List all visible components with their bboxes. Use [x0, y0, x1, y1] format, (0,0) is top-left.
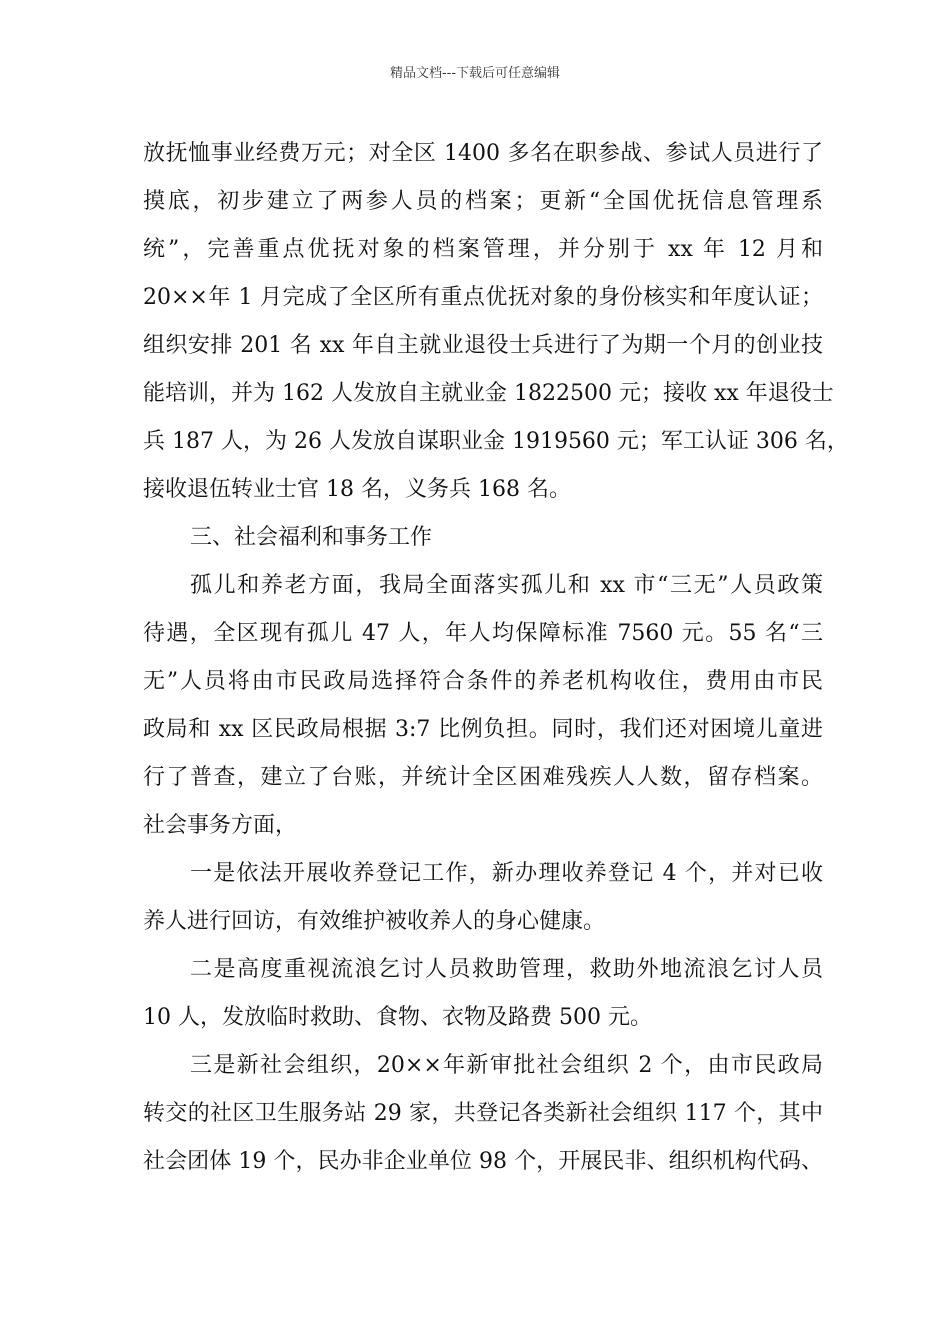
text-line: 接收退伍转业士官 18 名，义务兵 168 名。: [143, 477, 571, 502]
text-line: 社会团体 19 个，民办非企业单位 98 个，开展民非、组织机构代码、: [143, 1149, 823, 1174]
text-line: 二是高度重视流浪乞讨人员救助管理，救助外地流浪乞讨人员: [190, 957, 823, 982]
text-line: 组织安排 201 名 xx 年自主就业退役士兵进行了为期一个月的创业技: [143, 333, 823, 358]
text-line: 摸底，初步建立了两参人员的档案；更新“全国优抚信息管理系: [143, 189, 823, 214]
text-line: 转交的社区卫生服务站 29 家，共登记各类新社会组织 117 个，其中: [143, 1101, 823, 1126]
text-line: 待遇，全区现有孤儿 47 人，年人均保障标准 7560 元。55 名“三: [143, 621, 823, 646]
text-line: 20××年 1 月完成了全区所有重点优抚对象的身份核实和年度认证；: [143, 285, 823, 310]
text-line: 三是新社会组织，20××年新审批社会组织 2 个，由市民政局: [190, 1053, 823, 1078]
text-line: 养人进行回访，有效维护被收养人的身心健康。: [143, 909, 606, 934]
text-line: 政局和 xx 区民政局根据 3:7 比例负担。同时，我们还对困境儿童进: [143, 717, 823, 742]
text-line: 无”人员将由市民政局选择符合条件的养老机构收住，费用由市民: [143, 669, 823, 694]
text-line: 孤儿和养老方面，我局全面落实孤儿和 xx 市“三无”人员政策: [190, 573, 823, 598]
section-heading: 三、社会福利和事务工作: [190, 525, 433, 550]
page-header: 精品文档---下载后可任意编辑: [389, 66, 561, 81]
text-line: 统”，完善重点优抚对象的档案管理，并分别于 xx 年 12 月和: [143, 237, 823, 262]
text-line: 兵 187 人，为 26 人发放自谋职业金 1919560 元；军工认证 306 名，: [143, 429, 849, 454]
text-line: 能培训，并为 162 人发放自主就业金 1822500 元；接收 xx 年退役士: [143, 381, 834, 406]
document-body: [143, 130, 849, 1186]
text-line: 一是依法开展收养登记工作，新办理收养登记 4 个，并对已收: [190, 861, 823, 886]
text-line: 放抚恤事业经费万元；对全区 1400 多名在职参战、参试人员进行了: [143, 141, 823, 166]
text-line: 社会事务方面，: [143, 813, 298, 838]
text-line: 10 人，发放临时救助、食物、衣物及路费 500 元。: [143, 1005, 652, 1030]
text-line: 行了普查，建立了台账，并统计全区困难残疾人人数，留存档案。: [143, 765, 823, 790]
